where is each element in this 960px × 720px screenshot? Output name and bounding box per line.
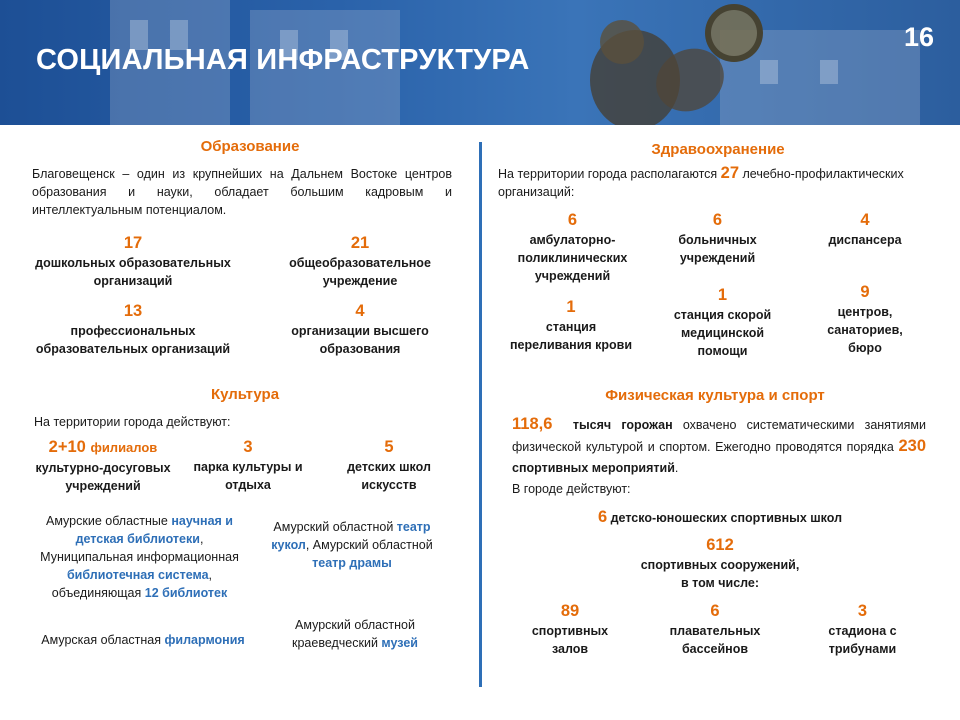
stat-label: амбулаторно-поликлинических учреждений	[517, 233, 628, 283]
stat-value	[28, 436, 178, 459]
libraries-text	[32, 512, 247, 602]
header-banner	[0, 0, 960, 125]
culture-stat	[193, 436, 303, 494]
sport-title: Физическая культура и спорт	[605, 387, 825, 404]
sport-number: 118,6	[512, 415, 553, 433]
stat-value: 3	[243, 438, 253, 456]
education-stat	[28, 300, 238, 358]
libraries-text-part: Амурские областные	[45, 514, 172, 528]
sport-text-part: охвачено систематическими занятиями физической культурой и спортом. Ежегодно проводятся порядка	[512, 418, 927, 454]
education-title: Образование	[200, 138, 300, 155]
sport-text-part: .	[674, 461, 679, 475]
health-stat	[665, 209, 770, 267]
stat-label: плавательных бассейнов	[669, 624, 761, 656]
health-stat	[505, 296, 637, 354]
theatres-text	[262, 518, 442, 572]
stat-label: общеобразовательное учреждение	[289, 256, 431, 288]
stat-label: станция скорой медицинской помощи	[673, 308, 772, 358]
libraries-highlight: библиотечная система	[66, 568, 209, 582]
stat-label: детских школ искусств	[347, 460, 431, 492]
stat-value: 89	[560, 602, 580, 620]
sport-bold: спортивных мероприятий	[512, 461, 675, 475]
stat-label: парка культуры и отдыха	[193, 460, 303, 492]
museum-text	[275, 616, 435, 652]
health-intro-number: 27	[720, 164, 740, 182]
sculpture-disc	[705, 4, 763, 62]
stat-label: спортивных сооружений,	[640, 558, 800, 572]
education-stat	[28, 232, 238, 290]
stat-value: 1	[566, 298, 576, 316]
health-intro	[498, 164, 943, 201]
sculpture-head	[600, 20, 644, 64]
libraries-highlight: 12 библиотек	[144, 586, 228, 600]
stat-value: 1	[717, 286, 728, 304]
sport-facilities	[615, 534, 825, 592]
background-window	[760, 60, 778, 84]
health-stat	[665, 284, 780, 360]
sport-stat	[810, 600, 915, 658]
health-stat	[815, 281, 915, 357]
education-stat	[275, 232, 445, 290]
stat-value: 4	[355, 302, 365, 320]
sport-stat	[660, 600, 770, 658]
stat-value: 6	[712, 211, 723, 229]
stat-value: 3	[857, 602, 868, 620]
stat-number: 2+10	[48, 438, 86, 456]
culture-intro: На территории города действуют:	[34, 415, 231, 429]
stat-label: дошкольных образовательных организаций	[35, 256, 231, 288]
libraries-text-part: , объединяющая	[51, 568, 213, 600]
stat-value: 17	[123, 234, 143, 252]
stat-value: 612	[706, 536, 734, 554]
health-intro-part: лечебно-профилактических организаций:	[498, 167, 904, 199]
philharmonic-text-part: Амурская областная	[41, 633, 165, 647]
theatres-text-part: , Амурский областной	[305, 538, 433, 552]
health-intro-part: На территории города располагаются	[498, 167, 721, 181]
stat-value: 4	[860, 211, 870, 229]
culture-stat	[334, 436, 444, 494]
sport-stat	[520, 600, 620, 658]
stat-value: 21	[350, 234, 370, 252]
stat-value: 5	[384, 438, 394, 456]
health-stat	[810, 209, 920, 249]
stat-label: спортивных залов	[531, 624, 609, 656]
stat-value: 13	[123, 302, 143, 320]
culture-stat	[28, 436, 178, 495]
sport-schools	[560, 508, 880, 527]
libraries-highlight: научная и детская библиотеки	[75, 514, 233, 546]
education-intro: Благовещенск – один из крупнейших на Дальнем Востоке центров образования и науки, обладает большим кадровым и интеллектуальным потенциалом.	[32, 167, 452, 217]
education-stat	[280, 300, 440, 358]
libraries-text-part: , Муниципальная информационная	[40, 532, 239, 564]
museum-text-part: Амурский областной краеведческий	[292, 618, 415, 650]
museum-highlight: музей	[381, 636, 418, 650]
stat-label: профессиональных образовательных организаций	[35, 324, 231, 356]
page-number: 16	[903, 22, 934, 52]
culture-title: Культура	[210, 386, 280, 403]
stat-label: станция переливания крови	[509, 320, 633, 352]
sport-text	[512, 414, 926, 479]
sport-schools-number: 6	[597, 508, 608, 526]
sport-schools-label: детско-юношеских спортивных школ	[610, 511, 843, 525]
stat-label: организации высшего образования	[291, 324, 429, 356]
sport-number: 230	[898, 437, 926, 455]
philharmonic-highlight: филармония	[164, 633, 245, 647]
background-window	[820, 60, 838, 84]
health-title: Здравоохранение	[651, 141, 785, 158]
health-stat	[505, 209, 640, 285]
stat-label: культурно-досуговых учреждений	[35, 461, 171, 493]
stat-value: 6	[710, 602, 720, 620]
stat-label: в том числе:	[680, 576, 760, 590]
theatres-text-part: Амурский областной	[273, 520, 397, 534]
stat-label: диспансера	[828, 233, 902, 247]
stat-label: стадиона с трибунами	[828, 624, 897, 656]
stat-label: больничных учреждений	[678, 233, 757, 265]
sport-bold: тысяч горожан	[572, 418, 673, 432]
philharmonic-text	[28, 631, 258, 649]
stat-label: центров, санаториев, бюро	[827, 305, 903, 355]
theatres-highlight: театр кукол	[271, 520, 431, 552]
theatres-highlight: театр драмы	[312, 556, 392, 570]
stat-value: 9	[860, 283, 870, 301]
sport-intro: В городе действуют:	[512, 482, 631, 496]
stat-suffix: филиалов	[90, 440, 158, 455]
page-title: СОЦИАЛЬНАЯ ИНФРАСТРУКТУРА	[36, 44, 530, 76]
column-divider	[479, 142, 482, 687]
stat-value: 6	[567, 211, 578, 229]
